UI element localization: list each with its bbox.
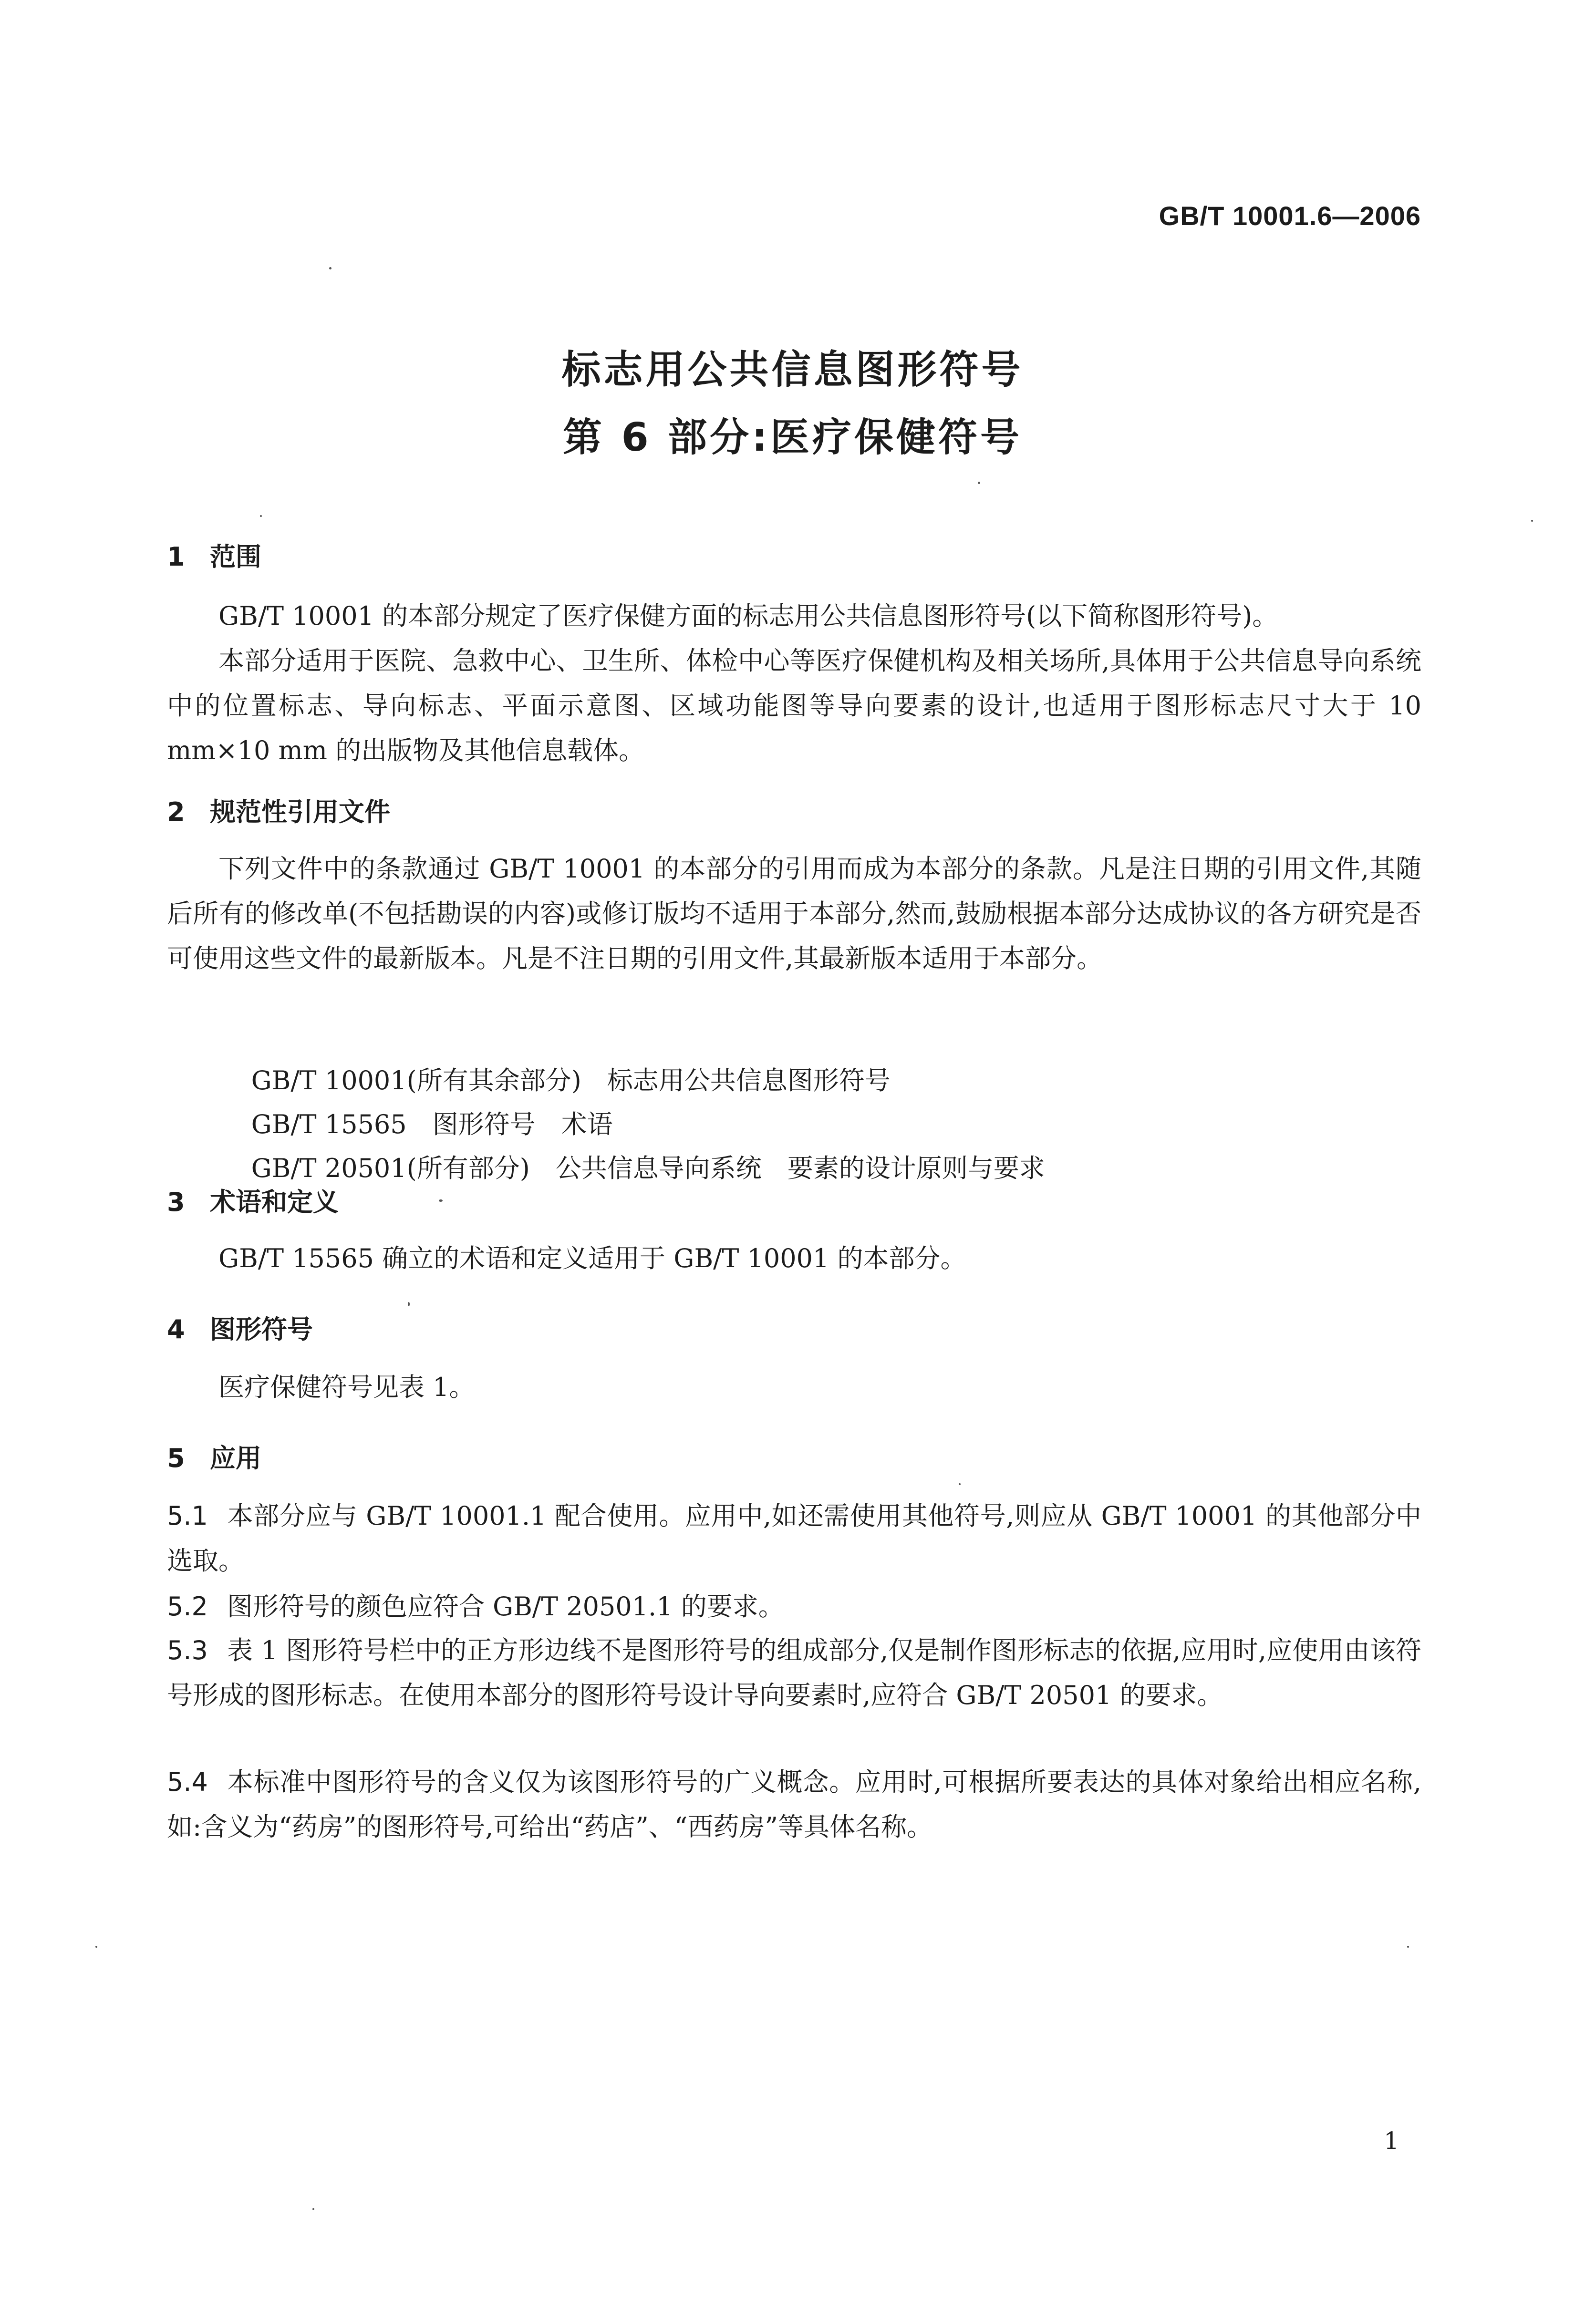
clause-5-2 xyxy=(167,1584,1421,1629)
scan-speck xyxy=(978,482,980,484)
section-1-para-2: 本部分适用于医院、急救中心、卫生所、体检中心等医疗保健机构及相关场所,具体用于公共信息导向系统中的位置标志、导向标志、平面示意图、区域功能图等导向要素的设计,也适用于图形标志尺寸大于 10 mm×10 mm 的出版物及其他信息载体。 xyxy=(167,646,1421,765)
scan-speck xyxy=(312,2208,314,2210)
section-number: 4 xyxy=(167,1314,185,1344)
reference-title: 图形符号 术语 xyxy=(432,1109,613,1139)
section-2-heading xyxy=(167,792,390,828)
clause-text: 本部分应与 GB/T 10001.1 配合使用。应用中,如还需使用其他符号,则应从 GB/T 10001 的其他部分中选取。 xyxy=(167,1501,1421,1576)
scan-speck xyxy=(329,267,332,269)
section-1-heading xyxy=(167,537,261,573)
scan-speck xyxy=(408,1302,410,1306)
section-1-para-1: GB/T 10001 的本部分规定了医疗保健方面的标志用公共信息图形符号(以下简称图形符号)。 xyxy=(218,601,1278,631)
section-4-heading xyxy=(167,1309,313,1346)
reference-code: GB/T 20501(所有部分) xyxy=(251,1153,530,1183)
clause-number: 5.4 xyxy=(167,1767,208,1797)
reference-title: 公共信息导向系统 要素的设计原则与要求 xyxy=(555,1153,1045,1183)
section-4-para-1: 医疗保健符号见表 1。 xyxy=(218,1372,475,1402)
section-title: 应用 xyxy=(210,1443,261,1473)
clause-text: 表 1 图形符号栏中的正方形边线不是图形符号的组成部分,仅是制作图形标志的依据,应用时,应使用由该符号形成的图形标志。在使用本部分的图形符号设计导向要素时,应符合 GB/T 20501 的要求。 xyxy=(167,1635,1421,1710)
section-number: 2 xyxy=(167,797,185,827)
clause-5-1 xyxy=(167,1494,1421,1583)
section-title: 规范性引用文件 xyxy=(210,797,390,827)
scan-speck xyxy=(260,515,262,517)
reference-code: GB/T 15565 xyxy=(251,1109,407,1139)
scan-speck xyxy=(95,1946,97,1948)
standard-code: GB/T 10001.6—2006 xyxy=(1159,201,1421,231)
section-3-para-1: GB/T 15565 确立的术语和定义适用于 GB/T 10001 的本部分。 xyxy=(218,1243,966,1273)
section-title: 范围 xyxy=(210,542,261,572)
document-title-line2: 第 6 部分:医疗保健符号 xyxy=(563,415,1022,460)
clause-number: 5.2 xyxy=(167,1591,208,1622)
clause-5-4 xyxy=(167,1760,1421,1849)
document-title-line1: 标志用公共信息图形符号 xyxy=(561,347,1024,392)
scan-speck xyxy=(1407,1946,1409,1948)
clause-5-3 xyxy=(167,1628,1421,1718)
scan-speck xyxy=(439,1199,443,1202)
clause-number: 5.3 xyxy=(167,1635,208,1665)
section-number: 5 xyxy=(167,1443,185,1473)
section-title: 图形符号 xyxy=(210,1314,313,1344)
reference-title: 标志用公共信息图形符号 xyxy=(607,1065,891,1095)
scan-speck xyxy=(1531,520,1533,522)
section-2-para-1: 下列文件中的条款通过 GB/T 10001 的本部分的引用而成为本部分的条款。凡是注日期的引用文件,其随后所有的修改单(不包括勘误的内容)或修订版均不适用于本部分,然而,鼓励根据本部分达成协议的各方研究是否可使用这些文件的最新版本。凡是不注日期的引用文件,其最新版本适用于本部分。 xyxy=(167,854,1421,973)
scan-speck xyxy=(959,1483,961,1485)
section-3-heading xyxy=(167,1182,339,1219)
clause-number: 5.1 xyxy=(167,1501,208,1531)
section-5-heading xyxy=(167,1438,261,1475)
clause-text: 图形符号的颜色应符合 GB/T 20501.1 的要求。 xyxy=(227,1591,784,1622)
reference-code: GB/T 10001(所有其余部分) xyxy=(251,1065,581,1095)
section-number: 3 xyxy=(167,1187,185,1217)
page-number: 1 xyxy=(1384,2127,1399,2155)
section-number: 1 xyxy=(167,542,185,572)
section-title: 术语和定义 xyxy=(210,1187,339,1217)
clause-text: 本标准中图形符号的含义仅为该图形符号的广义概念。应用时,可根据所要表达的具体对象给出相应名称,如:含义为“药房”的图形符号,可给出“药店”、“西药房”等具体名称。 xyxy=(167,1767,1421,1842)
reference-row xyxy=(218,1118,1045,1215)
